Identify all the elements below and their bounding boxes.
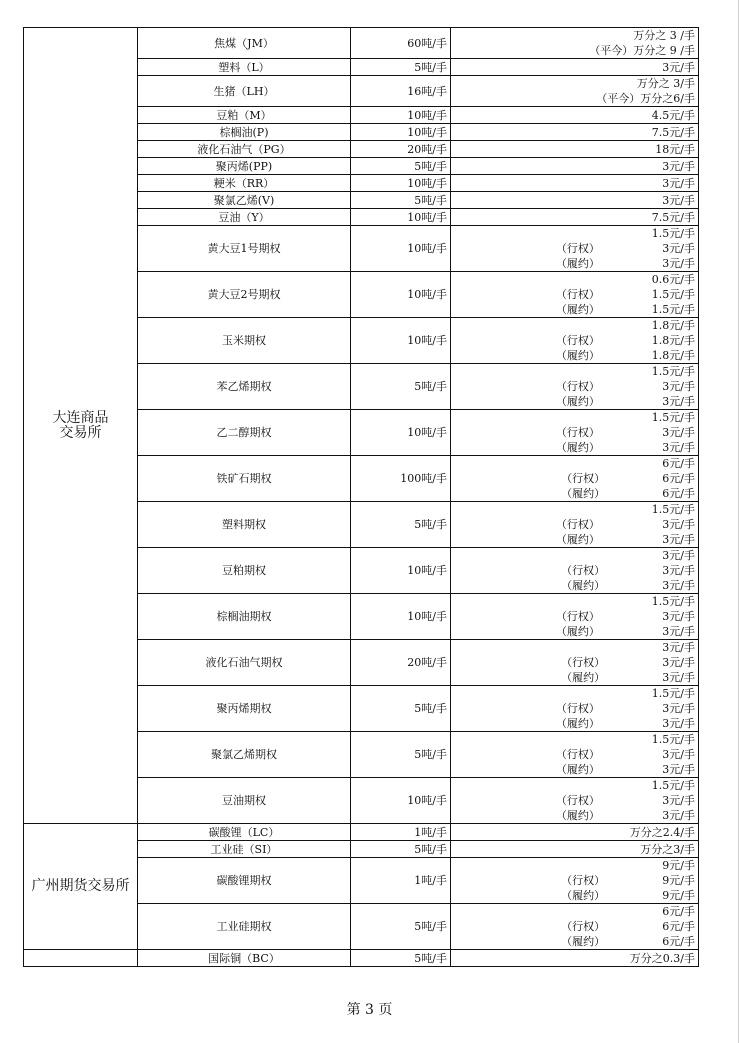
product-cell: 碳酸锂期权 xyxy=(138,858,351,904)
fee-cell xyxy=(451,175,699,192)
fee-line: 3元/手 xyxy=(662,579,695,592)
product-cell: 粳米（RR） xyxy=(138,175,351,192)
option-values xyxy=(652,364,695,409)
exercise-label: （行权） xyxy=(561,874,606,887)
unit-cell: 10吨/手 xyxy=(351,318,451,364)
option-fee-block xyxy=(454,364,695,409)
exercise-label: （行权） xyxy=(555,794,600,807)
option-labels xyxy=(498,272,608,317)
unit-cell: 10吨/手 xyxy=(351,272,451,318)
option-values xyxy=(652,778,695,823)
option-labels xyxy=(503,640,613,685)
unit-cell: 1吨/手 xyxy=(351,858,451,904)
table-row xyxy=(24,28,699,59)
fee-line: 1.5元/手 xyxy=(651,595,695,608)
exercise-label: （行权） xyxy=(561,656,606,669)
option-values xyxy=(652,686,695,731)
unit-cell: 10吨/手 xyxy=(351,107,451,124)
unit-cell: 100吨/手 xyxy=(351,456,451,502)
table-row xyxy=(24,950,699,967)
fee-line: 1.8元/手 xyxy=(651,349,695,362)
option-values xyxy=(652,226,695,271)
fee-line: 3元/手 xyxy=(662,60,695,74)
fee-cell xyxy=(451,594,699,640)
option-fee-block xyxy=(454,858,695,903)
fee-line: 1.5元/手 xyxy=(651,303,695,316)
fee-line: 3元/手 xyxy=(662,702,695,715)
option-values xyxy=(652,272,695,317)
unit-cell: 10吨/手 xyxy=(351,778,451,824)
fee-line: 1.5元/手 xyxy=(651,227,695,240)
product-cell: 黄大豆2号期权 xyxy=(138,272,351,318)
delivery-label: （履约） xyxy=(561,579,606,592)
product-cell: 豆粕期权 xyxy=(138,548,351,594)
fee-cell xyxy=(451,124,699,141)
exercise-label: （行权） xyxy=(555,288,600,301)
fee-line: 3元/手 xyxy=(662,159,695,173)
exercise-label: （行权） xyxy=(555,334,600,347)
exercise-label: （行权） xyxy=(561,564,606,577)
fee-line: 3元/手 xyxy=(662,518,695,531)
unit-cell: 10吨/手 xyxy=(351,175,451,192)
option-fee-block xyxy=(454,904,695,949)
delivery-label: （履约） xyxy=(555,303,600,316)
fee-line: 3元/手 xyxy=(662,610,695,623)
fee-cell xyxy=(451,28,699,59)
unit-cell: 5吨/手 xyxy=(351,364,451,410)
fee-line: 3元/手 xyxy=(662,656,695,669)
exercise-label: （行权） xyxy=(555,380,600,393)
fee-line: 1.5元/手 xyxy=(651,687,695,700)
fee-line: 万分之 3/手 xyxy=(636,77,695,90)
fee-line: 3元/手 xyxy=(662,641,695,654)
fee-line: 1.5元/手 xyxy=(651,411,695,424)
fee-cell xyxy=(451,502,699,548)
option-labels xyxy=(503,548,613,593)
fee-line: 1.8元/手 xyxy=(651,334,695,347)
option-labels xyxy=(498,778,608,823)
delivery-label: （履约） xyxy=(555,717,600,730)
exchange-cell-dalian-line: 交易所 xyxy=(59,424,102,441)
fee-line: 3元/手 xyxy=(662,763,695,776)
delivery-label: （履约） xyxy=(561,487,606,500)
fee-line: 3元/手 xyxy=(662,809,695,822)
option-labels xyxy=(498,732,608,777)
exercise-label: （行权） xyxy=(555,702,600,715)
option-fee-block xyxy=(454,272,695,317)
option-fee-block xyxy=(454,502,695,547)
product-cell: 聚氯乙烯(V) xyxy=(138,192,351,209)
option-labels xyxy=(503,858,613,903)
delivery-label: （履约） xyxy=(555,395,600,408)
exchange-cell-dalian xyxy=(24,28,138,824)
option-values xyxy=(662,904,695,949)
option-values xyxy=(662,640,695,685)
fee-line: 7.5元/手 xyxy=(651,125,695,139)
product-cell: 工业硅（SI） xyxy=(138,841,351,858)
product-cell: 工业硅期权 xyxy=(138,904,351,950)
fee-table-body xyxy=(24,28,699,967)
product-cell: 豆油（Y） xyxy=(138,209,351,226)
option-values xyxy=(662,456,695,501)
fee-cell xyxy=(451,272,699,318)
fee-cell xyxy=(451,59,699,76)
fee-line: 3元/手 xyxy=(662,176,695,190)
exercise-label: （行权） xyxy=(555,610,600,623)
fee-line: 6元/手 xyxy=(662,920,695,933)
unit-cell: 1吨/手 xyxy=(351,824,451,841)
option-labels xyxy=(498,410,608,455)
fee-line: 6元/手 xyxy=(662,935,695,948)
fee-cell xyxy=(451,158,699,175)
product-cell: 生猪（LH） xyxy=(138,76,351,107)
option-fee-block xyxy=(454,594,695,639)
option-labels xyxy=(498,594,608,639)
fee-line: 3元/手 xyxy=(662,748,695,761)
fee-cell xyxy=(451,904,699,950)
fee-line: 万分之2.4/手 xyxy=(629,825,695,839)
exercise-label: （行权） xyxy=(561,472,606,485)
fee-cell xyxy=(451,640,699,686)
fee-line: 1.8元/手 xyxy=(651,319,695,332)
product-cell: 黄大豆1号期权 xyxy=(138,226,351,272)
unit-cell: 10吨/手 xyxy=(351,226,451,272)
delivery-label: （履约） xyxy=(555,349,600,362)
fee-line: （平今）万分之6/手 xyxy=(596,92,695,105)
exercise-label: （行权） xyxy=(555,518,600,531)
fee-line: （平今）万分之 9 /手 xyxy=(589,44,695,57)
unit-cell: 5吨/手 xyxy=(351,192,451,209)
fee-line: 3元/手 xyxy=(662,193,695,207)
fee-cell xyxy=(451,318,699,364)
fee-line: 6元/手 xyxy=(662,457,695,470)
fee-line: 6元/手 xyxy=(662,487,695,500)
fee-cell xyxy=(451,778,699,824)
table-row xyxy=(24,824,699,841)
unit-cell: 5吨/手 xyxy=(351,158,451,175)
delivery-label: （履约） xyxy=(555,625,600,638)
fee-line: 3元/手 xyxy=(662,395,695,408)
page-number: 第 3 页 xyxy=(346,1002,393,1018)
option-labels xyxy=(503,456,613,501)
option-labels xyxy=(503,904,613,949)
delivery-label: （履约） xyxy=(555,441,600,454)
delivery-label: （履约） xyxy=(561,889,606,902)
product-cell: 铁矿石期权 xyxy=(138,456,351,502)
option-values xyxy=(652,732,695,777)
unit-cell: 16吨/手 xyxy=(351,76,451,107)
delivery-label: （履约） xyxy=(561,671,606,684)
fee-cell xyxy=(451,841,699,858)
delivery-label: （履约） xyxy=(555,809,600,822)
option-values xyxy=(662,548,695,593)
fee-line: 9元/手 xyxy=(662,874,695,887)
fee-cell xyxy=(451,950,699,967)
exercise-label: （行权） xyxy=(555,426,600,439)
product-cell: 豆粕（M） xyxy=(138,107,351,124)
unit-cell: 10吨/手 xyxy=(351,209,451,226)
delivery-label: （履约） xyxy=(555,763,600,776)
fee-cell xyxy=(451,141,699,158)
product-cell: 玉米期权 xyxy=(138,318,351,364)
exchange-cell-next xyxy=(24,950,138,967)
option-labels xyxy=(498,686,608,731)
option-fee-block xyxy=(454,640,695,685)
exercise-label: （行权） xyxy=(561,920,606,933)
exchange-cell-guangzhou-line: 广州期货交易所 xyxy=(31,878,130,894)
fee-line: 万分之 3 /手 xyxy=(633,29,695,42)
fee-line: 7.5元/手 xyxy=(651,210,695,224)
product-cell: 豆油期权 xyxy=(138,778,351,824)
fee-line: 9元/手 xyxy=(662,859,695,872)
option-labels xyxy=(498,226,608,271)
exchange-cell-guangzhou xyxy=(24,824,138,950)
fee-cell xyxy=(451,192,699,209)
fee-line: 万分之0.3/手 xyxy=(629,951,695,965)
option-values xyxy=(662,858,695,903)
fee-cell xyxy=(451,732,699,778)
delivery-label: （履约） xyxy=(555,533,600,546)
fee-line: 1.5元/手 xyxy=(651,503,695,516)
fee-cell xyxy=(451,364,699,410)
fee-cell xyxy=(451,209,699,226)
fee-line: 1.5元/手 xyxy=(651,365,695,378)
product-cell: 焦煤（JM） xyxy=(138,28,351,59)
fee-line: 4.5元/手 xyxy=(651,108,695,122)
delivery-label: （履约） xyxy=(555,257,600,270)
option-labels xyxy=(498,502,608,547)
option-fee-block xyxy=(454,778,695,823)
fee-cell xyxy=(451,456,699,502)
fee-cell xyxy=(451,410,699,456)
product-cell: 棕榈油期权 xyxy=(138,594,351,640)
fee-line: 3元/手 xyxy=(662,717,695,730)
product-cell: 聚丙烯期权 xyxy=(138,686,351,732)
fee-line: 3元/手 xyxy=(662,426,695,439)
option-fee-block xyxy=(454,686,695,731)
product-cell: 液化石油气（PG） xyxy=(138,141,351,158)
fee-cell xyxy=(451,858,699,904)
product-cell: 塑料期权 xyxy=(138,502,351,548)
product-cell: 国际铜（BC） xyxy=(138,950,351,967)
fee-line: 0.6元/手 xyxy=(651,273,695,286)
product-cell: 碳酸锂（LC） xyxy=(138,824,351,841)
fee-line: 1.5元/手 xyxy=(651,779,695,792)
unit-cell: 5吨/手 xyxy=(351,59,451,76)
unit-cell: 5吨/手 xyxy=(351,686,451,732)
fee-line: 1.5元/手 xyxy=(651,733,695,746)
product-cell: 聚氯乙烯期权 xyxy=(138,732,351,778)
product-cell: 苯乙烯期权 xyxy=(138,364,351,410)
product-cell: 聚丙烯(PP) xyxy=(138,158,351,175)
unit-cell: 20吨/手 xyxy=(351,141,451,158)
fee-line: 6元/手 xyxy=(662,905,695,918)
unit-cell: 5吨/手 xyxy=(351,502,451,548)
fee-cell xyxy=(451,548,699,594)
unit-cell: 5吨/手 xyxy=(351,841,451,858)
option-fee-block xyxy=(454,456,695,501)
unit-cell: 10吨/手 xyxy=(351,124,451,141)
fee-line: 3元/手 xyxy=(662,257,695,270)
unit-cell: 10吨/手 xyxy=(351,548,451,594)
fee-cell xyxy=(451,824,699,841)
option-labels xyxy=(498,318,608,363)
unit-cell: 10吨/手 xyxy=(351,594,451,640)
option-values xyxy=(652,502,695,547)
product-cell: 液化石油气期权 xyxy=(138,640,351,686)
fee-line: 万分之3/手 xyxy=(640,842,695,856)
fee-line: 3元/手 xyxy=(662,380,695,393)
fee-line: 1.5元/手 xyxy=(651,288,695,301)
option-fee-block xyxy=(454,226,695,271)
fee-line: 3元/手 xyxy=(662,549,695,562)
option-fee-block xyxy=(454,410,695,455)
option-values xyxy=(652,594,695,639)
exercise-label: （行权） xyxy=(555,748,600,761)
product-cell: 塑料（L） xyxy=(138,59,351,76)
fee-line: 3元/手 xyxy=(662,242,695,255)
fee-line: 3元/手 xyxy=(662,533,695,546)
unit-cell: 10吨/手 xyxy=(351,410,451,456)
option-fee-block xyxy=(454,732,695,777)
fee-line: 6元/手 xyxy=(662,472,695,485)
unit-cell: 5吨/手 xyxy=(351,904,451,950)
option-fee-block xyxy=(454,548,695,593)
fee-line: 3元/手 xyxy=(662,671,695,684)
fee-cell xyxy=(451,107,699,124)
delivery-label: （履约） xyxy=(561,935,606,948)
fee-cell xyxy=(451,686,699,732)
fee-table xyxy=(23,27,699,967)
fee-line: 3元/手 xyxy=(662,564,695,577)
product-cell: 乙二醇期权 xyxy=(138,410,351,456)
fee-cell xyxy=(451,76,699,107)
unit-cell: 5吨/手 xyxy=(351,732,451,778)
unit-cell: 5吨/手 xyxy=(351,950,451,967)
exercise-label: （行权） xyxy=(555,242,600,255)
product-cell: 棕榈油(P) xyxy=(138,124,351,141)
option-values xyxy=(652,410,695,455)
exchange-cell-dalian-line: 大连商品 xyxy=(52,409,109,426)
fee-cell xyxy=(451,226,699,272)
fee-line: 3元/手 xyxy=(662,794,695,807)
option-fee-block xyxy=(454,318,695,363)
fee-line: 3元/手 xyxy=(662,625,695,638)
fee-line: 18元/手 xyxy=(655,142,695,156)
unit-cell: 20吨/手 xyxy=(351,640,451,686)
fee-line: 9元/手 xyxy=(662,889,695,902)
option-values xyxy=(652,318,695,363)
unit-cell: 60吨/手 xyxy=(351,28,451,59)
option-labels xyxy=(498,364,608,409)
fee-line: 3元/手 xyxy=(662,441,695,454)
